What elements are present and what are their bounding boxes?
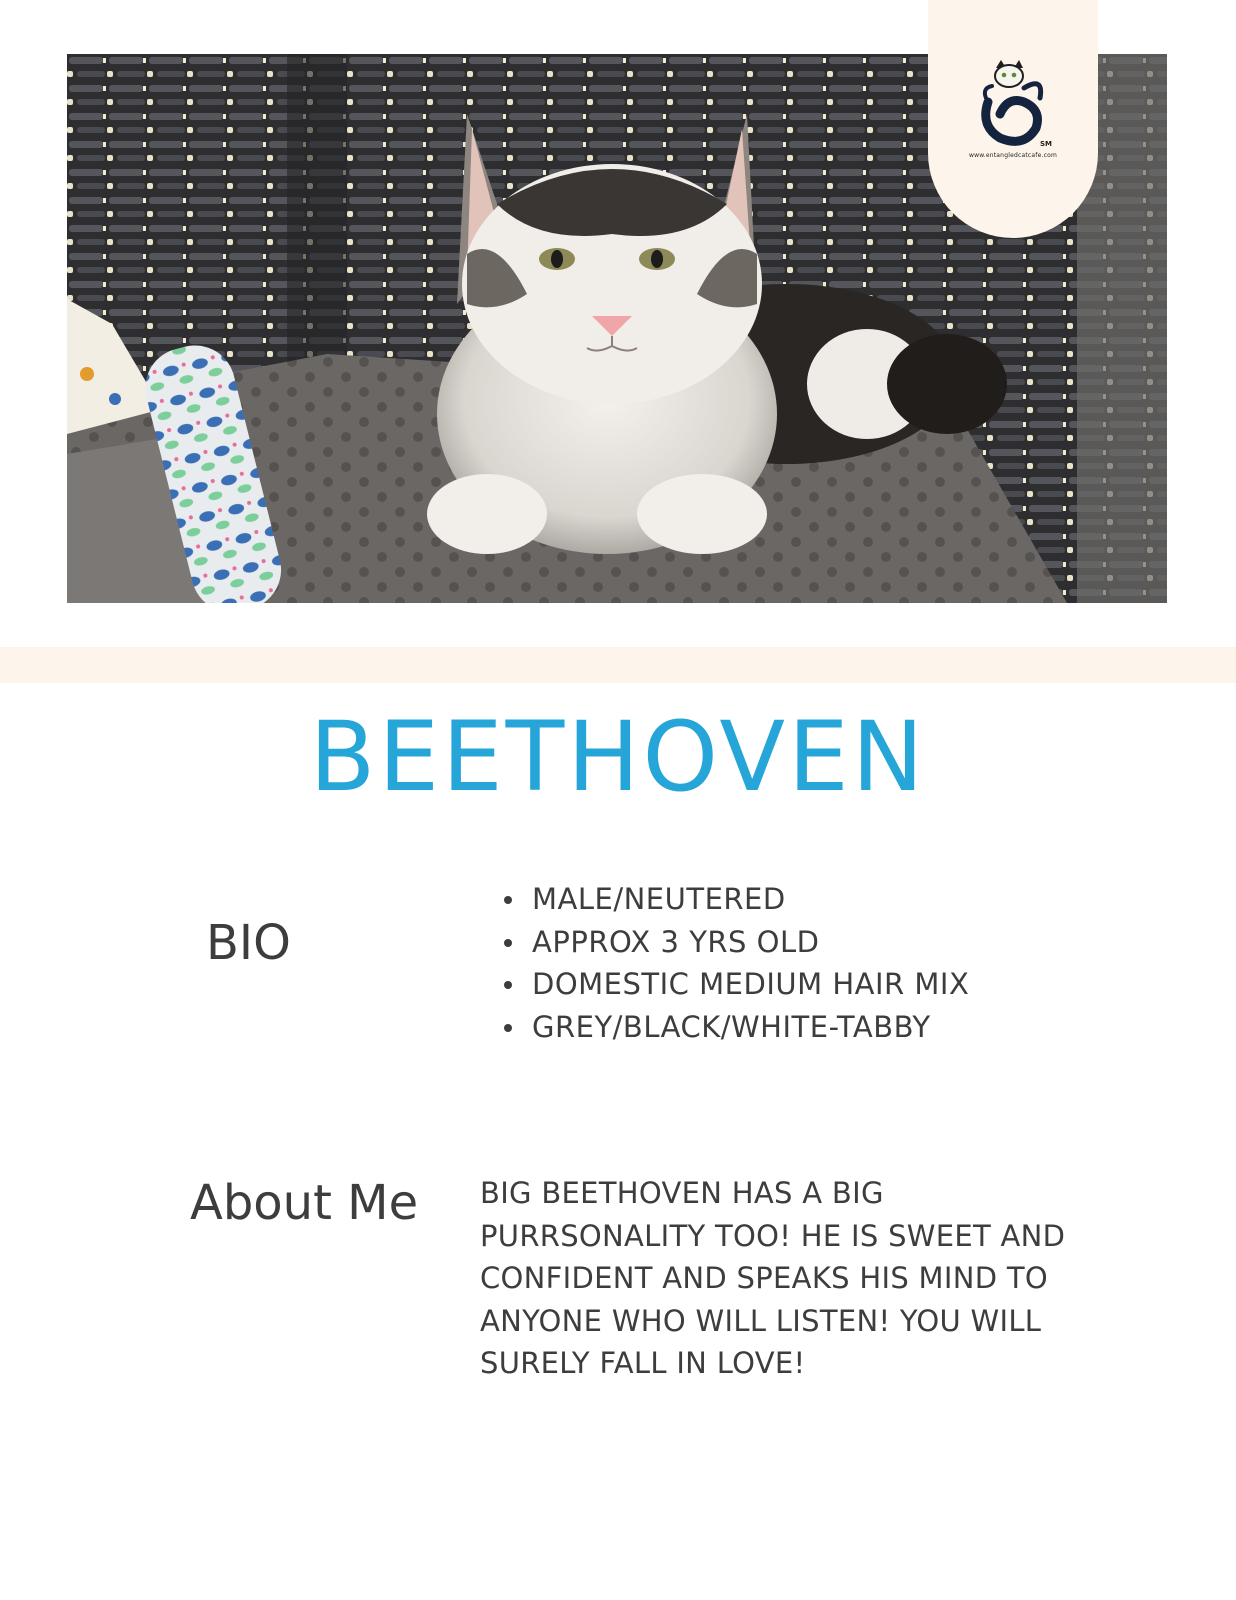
service-mark: SM: [1040, 140, 1053, 148]
divider-band: [0, 647, 1236, 683]
logo-tab: [928, 0, 1098, 238]
about-text: BIG BEETHOVEN HAS A BIG PURRSONALITY TOO! HE IS SWEET AND CONFIDENT AND SPEAKS HIS MIND TO ANYONE WHO WILL LISTEN! YOU WILL SURELY FALL IN LOVE!: [480, 1176, 1066, 1380]
bio-item: DOMESTIC MEDIUM HAIR MIX: [498, 963, 969, 1006]
bio-list: [498, 878, 969, 1048]
cat-name-title: BEETHOVEN: [309, 701, 927, 813]
cat-logo-icon: [968, 58, 1058, 153]
logo-url: www.entangledcatcafe.com: [968, 152, 1057, 159]
bio-item: APPROX 3 YRS OLD: [498, 921, 969, 964]
bio-item: GREY/BLACK/WHITE-TABBY: [498, 1006, 969, 1049]
bio-heading: BIO: [206, 915, 291, 971]
about-heading: About Me: [190, 1175, 419, 1231]
bio-item: MALE/NEUTERED: [498, 878, 969, 921]
